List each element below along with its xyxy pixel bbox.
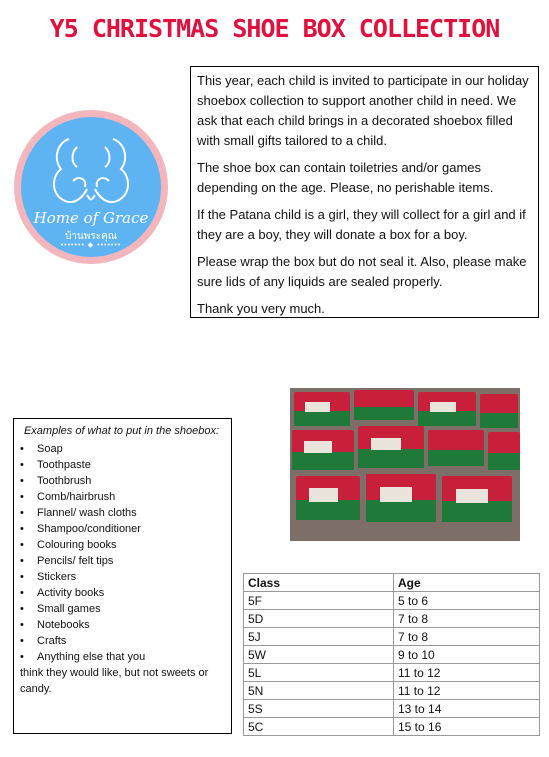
age-cell: 15 to 16	[394, 718, 540, 736]
home-of-grace-logo	[14, 110, 168, 264]
list-item: • Flannel/ wash cloths	[20, 505, 223, 521]
shoebox	[354, 390, 414, 420]
table-row	[244, 664, 540, 682]
class-cell: 5D	[244, 610, 394, 628]
age-cell: 5 to 6	[394, 592, 540, 610]
column-header-class: Class	[244, 574, 394, 592]
list-item: • Activity books	[20, 585, 223, 601]
shoebox	[294, 392, 350, 426]
list-item: • Crafts	[20, 633, 223, 649]
list-item: • Notebooks	[20, 617, 223, 633]
shoeboxes-photo	[290, 388, 520, 541]
table-header-row	[244, 574, 540, 592]
info-paragraph: Please wrap the box but do not seal it. Also, please make sure lids of any liquids are sealed properly.	[197, 254, 527, 289]
page-title: Y5 CHRISTMAS SHOE BOX COLLECTION	[49, 14, 500, 43]
age-cell: 11 to 12	[394, 664, 540, 682]
shoebox	[366, 474, 436, 522]
age-cell: 9 to 10	[394, 646, 540, 664]
list-item: • Small games	[20, 601, 223, 617]
list-item: • Colouring books	[20, 537, 223, 553]
info-paragraph: Thank you very much.	[197, 301, 325, 316]
list-item: • Stickers	[20, 569, 223, 585]
class-cell: 5F	[244, 592, 394, 610]
column-header-age: Age	[394, 574, 540, 592]
age-cell: 7 to 8	[394, 628, 540, 646]
class-cell: 5S	[244, 700, 394, 718]
shoebox	[418, 392, 476, 426]
class-cell: 5N	[244, 682, 394, 700]
info-box	[190, 66, 539, 318]
age-cell: 13 to 14	[394, 700, 540, 718]
shoebox	[296, 476, 360, 520]
list-item: • Shampoo/conditioner	[20, 521, 223, 537]
shoebox	[480, 394, 518, 428]
shoebox	[292, 430, 354, 470]
table-row	[244, 628, 540, 646]
class-cell: 5C	[244, 718, 394, 736]
table-row	[244, 682, 540, 700]
list-item: • Toothpaste	[20, 457, 223, 473]
list-item: • Soap	[20, 441, 223, 457]
examples-note: think they would like, but not sweets or candy.	[20, 667, 209, 695]
table-row	[244, 718, 540, 736]
list-item: • Anything else that you	[20, 649, 223, 665]
shoebox	[358, 426, 424, 468]
info-paragraph: The shoe box can contain toiletries and/or games depending on the age. Please, no perishable items.	[197, 160, 494, 195]
list-item: • Toothbrush	[20, 473, 223, 489]
age-cell: 7 to 8	[394, 610, 540, 628]
logo-divider: ••••••• ◆ •••••••	[60, 242, 122, 249]
table-row	[244, 646, 540, 664]
table-row	[244, 700, 540, 718]
examples-heading: Examples of what to put in the shoebox:	[23, 425, 220, 437]
class-age-table	[243, 573, 540, 736]
list-item: • Comb/hairbrush	[20, 489, 223, 505]
table-row	[244, 592, 540, 610]
class-cell: 5L	[244, 664, 394, 682]
class-cell: 5J	[244, 628, 394, 646]
list-item: • Pencils/ felt tips	[20, 553, 223, 569]
info-paragraph: This year, each child is invited to participate in our holiday shoebox collection to support another child in need. We ask that each child brings in a decorated shoebox filled with small gifts tailored to a child.	[197, 73, 529, 148]
examples-box	[13, 418, 232, 734]
shoebox	[488, 432, 520, 470]
logo-circle	[21, 117, 161, 257]
info-paragraph: If the Patana child is a girl, they will collect for a girl and if they are a boy, they will donate a box for a boy.	[197, 207, 526, 242]
examples-list	[20, 441, 223, 665]
table-row	[244, 610, 540, 628]
shoebox	[428, 430, 484, 466]
age-cell: 11 to 12	[394, 682, 540, 700]
shoebox	[442, 476, 512, 522]
logo-thai-name: บ้านพระคุณ	[64, 231, 118, 242]
class-cell: 5W	[244, 646, 394, 664]
logo-name: Home of Grace	[33, 209, 149, 227]
